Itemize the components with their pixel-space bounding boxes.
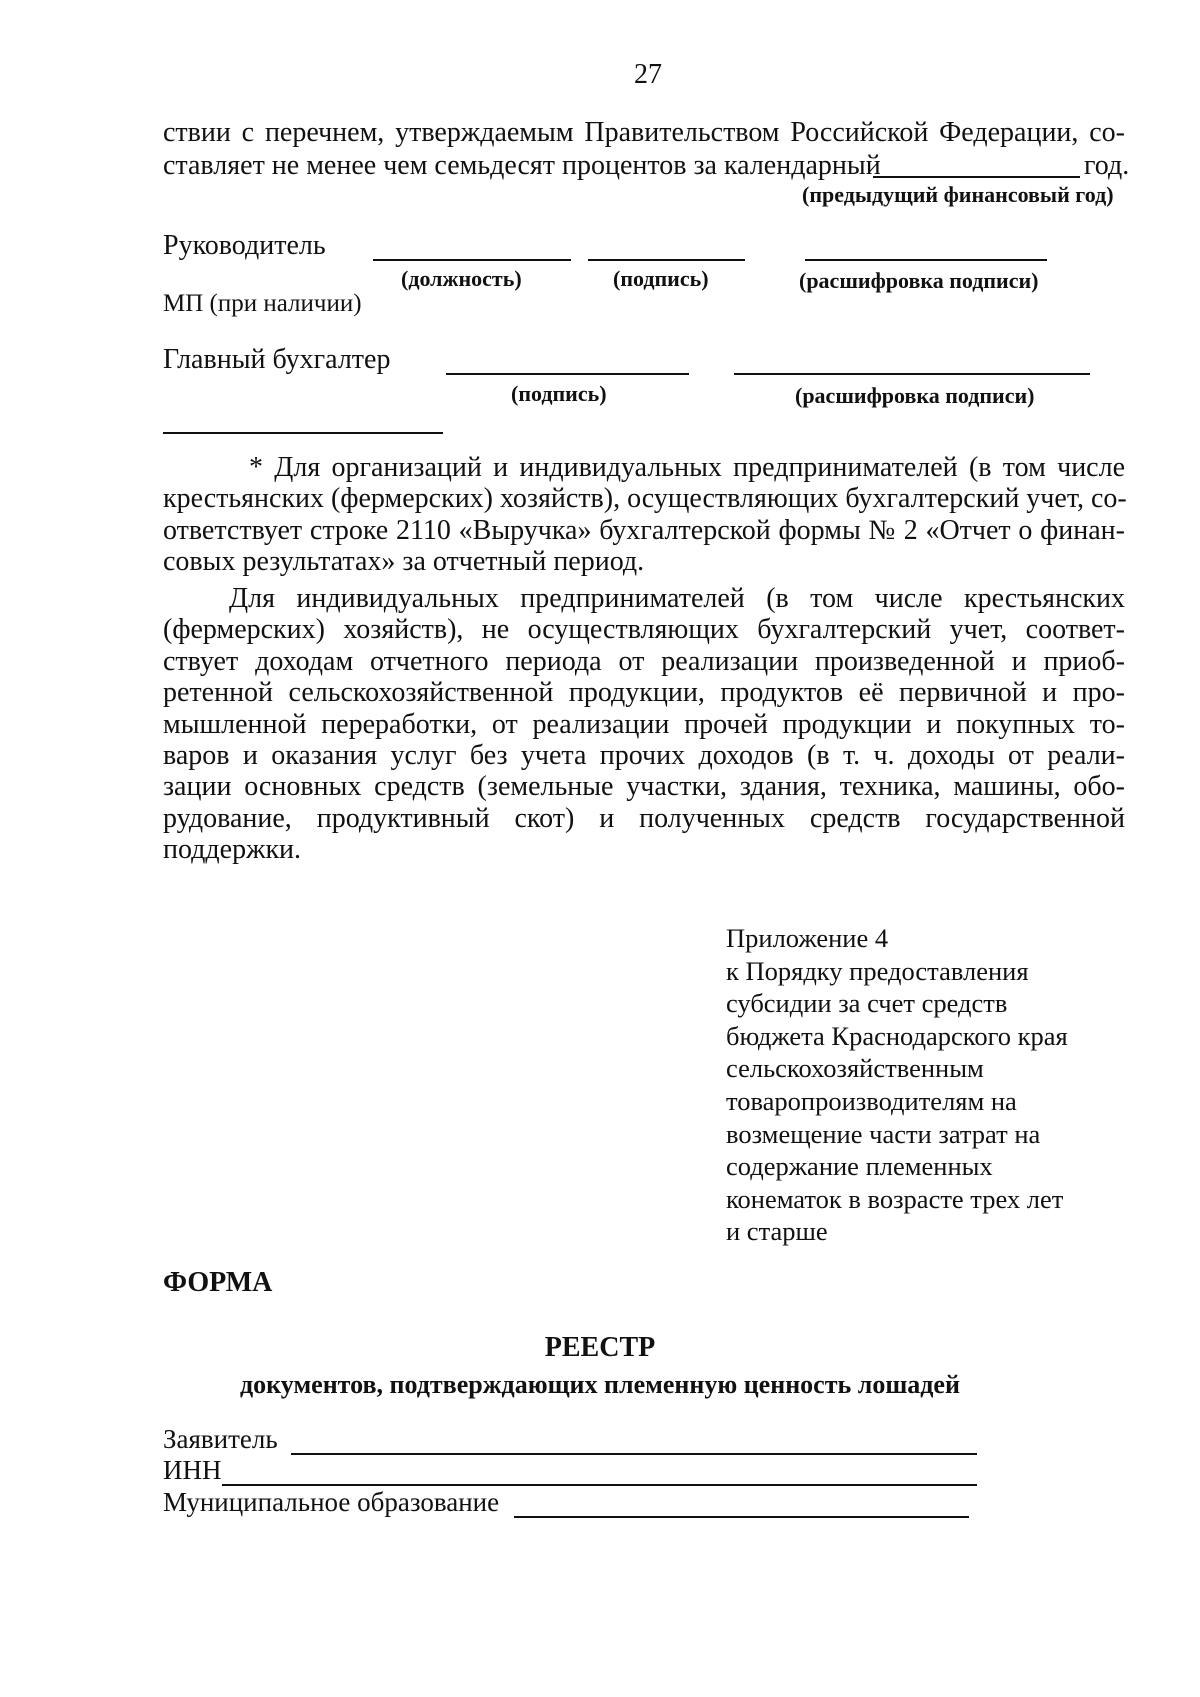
registry-title: РЕЕСТР <box>544 1332 656 1363</box>
accountant-decoding-caption: (расшифровка подписи) <box>795 383 1035 408</box>
footnote-line: * Для организаций и индивидуальных предпринимателей (в том числе <box>249 452 1125 483</box>
page-number: 27 <box>634 59 662 90</box>
applicant-field-line[interactable] <box>291 1453 977 1455</box>
paragraph-line: рудование, продуктивный скот) и полученных средств государственной <box>163 802 1125 834</box>
appendix-line: содержание племенных <box>726 1151 993 1182</box>
paragraph-line: ретенной сельскохозяйственной продукции, продуктов её первичной и про- <box>163 677 1125 709</box>
appendix-line: Приложение 4 <box>726 923 889 953</box>
form-label: ФОРМА <box>163 1267 273 1298</box>
position-line <box>373 259 571 261</box>
appendix-line: к Порядку предоставления <box>726 955 1029 986</box>
inn-field-line[interactable] <box>222 1484 977 1486</box>
appendix-line: бюджета Краснодарского края <box>726 1020 1068 1051</box>
footnote-separator <box>163 432 443 434</box>
position-caption: (должность) <box>401 266 522 291</box>
stamp-label: МП (при наличии) <box>163 290 362 317</box>
second-paragraph <box>163 583 1125 866</box>
accountant-decoding-line <box>734 373 1090 375</box>
accountant-signature-caption: (подпись) <box>511 381 607 406</box>
top-paragraph-line-1: ствии с перечнем, утверждаемым Правительством Российской Федерации, со- <box>163 117 1125 148</box>
paragraph-line: мышленной переработки, от реализации прочей продукции и покупных то- <box>163 708 1125 740</box>
decoding-line <box>805 259 1047 261</box>
applicant-label: Заявитель <box>163 1424 278 1454</box>
paragraph-line: ствует доходам отчетного периода от реализации произведенной и приоб- <box>163 645 1125 677</box>
appendix-block <box>726 922 1068 1248</box>
year-blank-line <box>873 176 1080 178</box>
paragraph-line: (фермерских) хозяйств), не осуществляющих бухгалтерский учет, соответ- <box>163 614 1125 646</box>
paragraph-line: зации основных средств (земельные участки, здания, техника, машины, обо- <box>163 771 1125 803</box>
footnote-line: ответствует строке 2110 «Выручка» бухгалтерской формы № 2 «Отчет о финан- <box>163 514 1125 546</box>
footnote-paragraph <box>163 452 1125 578</box>
inn-label: ИНН <box>163 1455 222 1485</box>
accountant-label: Главный бухгалтер <box>163 344 391 375</box>
accountant-signature-line <box>446 373 689 375</box>
signature-caption: (подпись) <box>613 266 709 291</box>
appendix-line: субсидии за счет средств <box>726 988 1008 1019</box>
decoding-caption: (расшифровка подписи) <box>799 268 1039 293</box>
appendix-line: товаропроизводителям на <box>726 1085 1017 1116</box>
year-caption: (предыдущий финансовый год) <box>802 182 1114 207</box>
top-paragraph-year-word: год. <box>1084 150 1130 181</box>
appendix-line: конематок в возрасте трех лет <box>726 1183 1064 1214</box>
municipality-label: Муниципальное образование <box>163 1487 500 1517</box>
paragraph-line: Для индивидуальных предпринимателей (в том числе крестьянских <box>229 583 1125 614</box>
paragraph-line: варов и оказания услуг без учета прочих доходов (в т. ч. доходы от реали- <box>163 739 1125 771</box>
footnote-line: совых результатах» за отчетный период. <box>163 546 645 578</box>
appendix-line: возмещение части затрат на <box>726 1118 1041 1149</box>
footnote-line: крестьянских (фермерских) хозяйств), осуществляющих бухгалтерский учет, со- <box>163 483 1127 515</box>
municipality-field-line[interactable] <box>514 1516 969 1518</box>
top-paragraph-line-2: ставляет не менее чем семьдесят процентов за календарный <box>163 150 881 181</box>
appendix-line: и старше <box>726 1216 828 1247</box>
registry-subtitle: документов, подтверждающих племенную ценность лошадей <box>240 1370 960 1399</box>
paragraph-line: поддержки. <box>163 834 302 866</box>
appendix-line: сельскохозяйственным <box>726 1053 984 1084</box>
head-label: Руководитель <box>163 230 326 261</box>
signature-line <box>588 259 745 261</box>
